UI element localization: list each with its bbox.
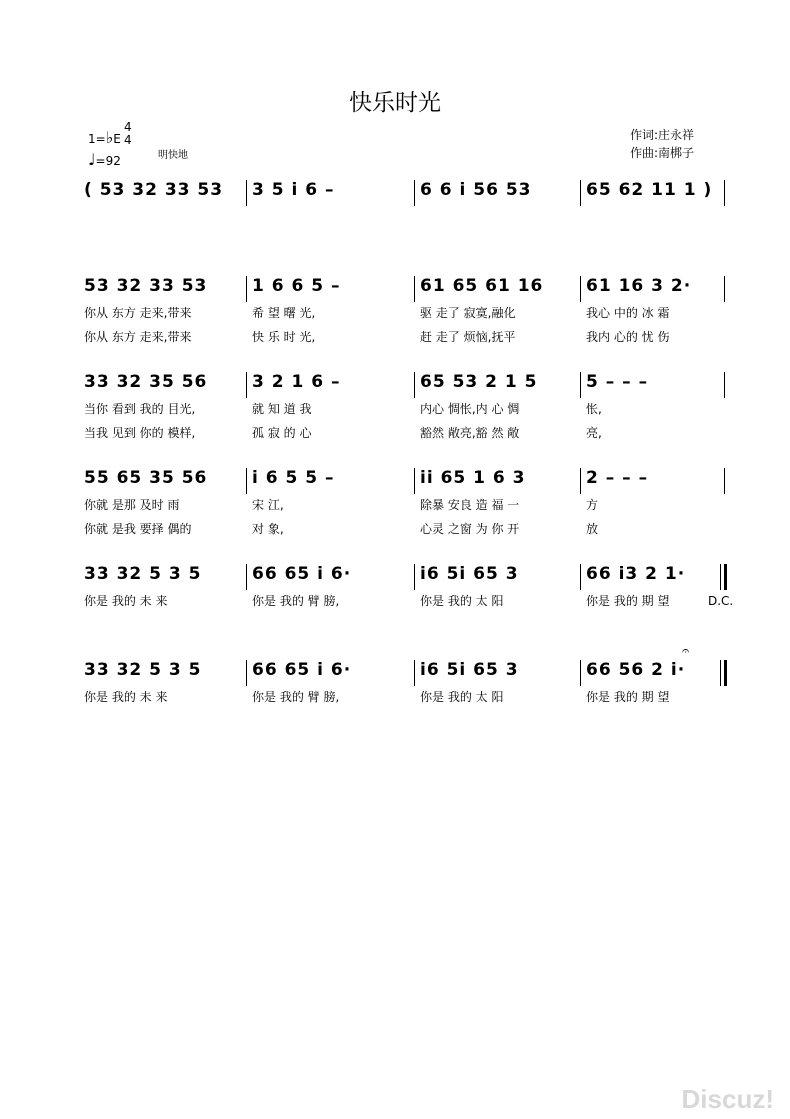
measure-notes: 2 – – –	[586, 468, 649, 488]
barline	[246, 180, 247, 206]
barline	[246, 468, 247, 494]
key-note: E	[113, 132, 121, 146]
lyric-verse-1: 你是 我的 臂 膀,	[252, 690, 340, 704]
key-prefix: 1=	[88, 132, 106, 146]
lyric-verse-1: 方	[586, 498, 599, 512]
lyric-verse-1: 当你 看到 我的 目光,	[84, 402, 196, 416]
measure-notes: 66 65 i 6·	[252, 660, 352, 680]
barline	[580, 372, 581, 398]
barline	[246, 372, 247, 398]
lyric-verse-1: 你从 东方 走来,带来	[84, 306, 192, 320]
lyric-verse-1: 你就 是那 及时 雨	[84, 498, 180, 512]
barline	[246, 276, 247, 302]
barline	[246, 564, 247, 590]
barline	[414, 276, 415, 302]
lyric-verse-1: 希 望 曙 光,	[252, 306, 316, 320]
lyric-verse-1: 你是 我的 臂 膀,	[252, 594, 340, 608]
measure-notes: 66 i3 2 1·	[586, 564, 686, 584]
lyricist-credit: 作词:庄永祥	[630, 128, 695, 142]
site-watermark: Discuz!	[681, 1084, 774, 1114]
barline	[580, 468, 581, 494]
barline	[414, 660, 415, 686]
barline	[414, 564, 415, 590]
measure-notes: 33 32 5 3 5	[84, 564, 202, 584]
final-barline-thin	[720, 660, 721, 686]
measure-notes: 5 – – –	[586, 372, 649, 392]
lyric-verse-2: 对 象,	[252, 522, 284, 536]
measure-notes: 33 32 5 3 5	[84, 660, 202, 680]
score-line-3	[84, 468, 734, 538]
lyric-verse-2: 心灵 之窗 为 你 开	[420, 522, 520, 536]
measure-notes: 55 65 35 56	[84, 468, 208, 488]
lyric-verse-1: 我心 中的 冰 霜	[586, 306, 670, 320]
measure-notes: 66 56 2 i·	[586, 660, 686, 680]
lyric-verse-2: 豁然 敞亮,豁 然 敞	[420, 426, 520, 440]
measure-notes: 65 62 11 1 )	[586, 180, 713, 200]
barline	[580, 180, 581, 206]
score-line-1	[84, 276, 734, 346]
lyric-verse-1: 驱 走了 寂寞,融化	[420, 306, 516, 320]
fermata-icon: 𝄐	[682, 644, 690, 659]
final-barline-thin	[720, 564, 721, 590]
barline	[414, 180, 415, 206]
da-capo-mark: D.C.	[708, 594, 734, 608]
lyric-verse-2: 你就 是我 要择 偶的	[84, 522, 192, 536]
tempo	[88, 150, 121, 169]
score-line-5	[84, 644, 734, 710]
barline	[580, 660, 581, 686]
time-bottom: 4	[124, 133, 132, 147]
barline	[724, 276, 725, 302]
lyric-verse-1: 你是 我的 未 来	[84, 690, 168, 704]
score-line-2	[84, 372, 734, 442]
measure-notes: 33 32 35 56	[84, 372, 208, 392]
tempo-value: =92	[95, 154, 121, 168]
measure-notes: 53 32 33 53	[84, 276, 208, 296]
lyric-verse-1: 你是 我的 太 阳	[420, 594, 504, 608]
measure-notes: ii 65 1 6 3	[420, 468, 526, 488]
barline	[724, 468, 725, 494]
lyric-verse-1: 你是 我的 期 望	[586, 594, 670, 608]
lyric-verse-1: 宋 江,	[252, 498, 284, 512]
measure-notes: ( 53 32 33 53	[84, 180, 224, 200]
final-barline-thick	[724, 564, 727, 590]
key-signature	[88, 128, 121, 147]
lyric-verse-1: 内心 惆怅,内 心 惆	[420, 402, 520, 416]
lyric-verse-2: 放	[586, 522, 599, 536]
barline	[580, 276, 581, 302]
composer-credit: 作曲:南梆子	[630, 146, 695, 160]
measure-notes: i6 5i 65 3	[420, 564, 519, 584]
barline	[414, 468, 415, 494]
time-top: 4	[124, 120, 132, 134]
measure-notes: 3 2 1 6 –	[252, 372, 341, 392]
tempo-marking: 明快地	[158, 150, 188, 161]
barline	[580, 564, 581, 590]
measure-notes: 3 5 i 6 –	[252, 180, 335, 200]
lyric-verse-2: 孤 寂 的 心	[252, 426, 312, 440]
time-signature	[124, 121, 132, 147]
quarter-note-icon: ♩	[88, 150, 96, 169]
song-title: 快乐时光	[349, 90, 441, 116]
lyric-verse-2: 你从 东方 走来,带来	[84, 330, 192, 344]
lyric-verse-2: 当我 见到 你的 模样,	[84, 426, 196, 440]
lyric-verse-2: 快 乐 时 光,	[252, 330, 316, 344]
lyric-verse-1: 就 知 道 我	[252, 402, 312, 416]
measure-notes: 61 65 61 16	[420, 276, 544, 296]
lyric-verse-2: 亮,	[586, 426, 602, 440]
lyric-verse-1: 你是 我的 未 来	[84, 594, 168, 608]
lyric-verse-1: 你是 我的 期 望	[586, 690, 670, 704]
lyric-verse-1: 怅,	[586, 402, 602, 416]
measure-notes: 65 53 2 1 5	[420, 372, 538, 392]
lyric-verse-1: 你是 我的 太 阳	[420, 690, 504, 704]
barline	[724, 180, 725, 206]
flat-sign: ♭	[105, 128, 114, 147]
barline	[414, 372, 415, 398]
measure-notes: 1 6 6 5 –	[252, 276, 341, 296]
measure-notes: i6 5i 65 3	[420, 660, 519, 680]
final-barline-thick	[724, 660, 727, 686]
lyric-verse-1: 除暴 安良 造 福 一	[420, 498, 520, 512]
score-line-4	[84, 564, 734, 614]
measure-notes: i 6 5 5 –	[252, 468, 335, 488]
lyric-verse-2: 我内 心的 忧 伤	[586, 330, 670, 344]
measure-notes: 6 6 i 56 53	[420, 180, 532, 200]
barline	[724, 372, 725, 398]
lyric-verse-2: 赶 走了 烦恼,抚平	[420, 330, 516, 344]
barline	[246, 660, 247, 686]
score-line-intro	[84, 180, 734, 220]
measure-notes: 66 65 i 6·	[252, 564, 352, 584]
measure-notes: 61 16 3 2·	[586, 276, 692, 296]
